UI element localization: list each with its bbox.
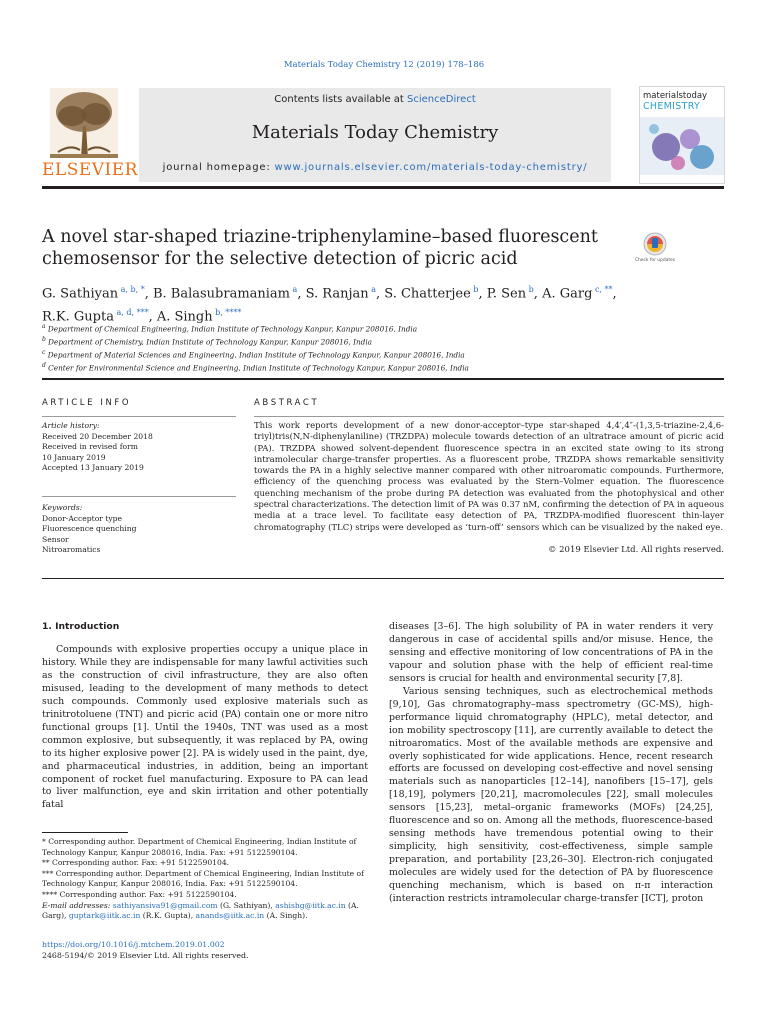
journal-header-box: [139, 88, 611, 182]
footnotes: [42, 837, 368, 922]
affiliation-text: Department of Chemistry, Indian Institute of Technology Kanpur, Kanpur 208016, India: [48, 337, 373, 347]
email-link[interactable]: guptark@iitk.ac.in: [68, 911, 141, 921]
abstract-rule: [254, 416, 724, 417]
author[interactable]: R.K. Gupta: [42, 309, 114, 325]
author[interactable]: P. Sen: [486, 286, 527, 302]
affiliations: [42, 322, 722, 374]
keyword-item: Nitroaromatics: [42, 545, 101, 555]
history-item: Received 20 December 2018: [42, 431, 153, 441]
keyword-item: Donor-Acceptor type: [42, 513, 123, 523]
author[interactable]: S. Ranjan: [305, 286, 369, 302]
author-separator: ,: [478, 286, 487, 302]
author-separator: ,: [144, 286, 153, 302]
body-column-right: [389, 621, 713, 906]
author-affil-marks[interactable]: b: [528, 285, 534, 294]
elsevier-logo[interactable]: [42, 84, 138, 182]
abstract-text: This work reports development of a new donor-acceptor–type star-shaped 4,4′,4″-(1,3,5-triazine-2,4,6-triyl)tris(N,N-diphenylaniline) (TRZDPA) molecule towards detection of an ultratrace amount of picric acid (PA). TRZDPA showed solvent-dependent fluorescence spectra in an excited state owing to its strong intramolecular charge-transfer properties. As a fluorescent probe, TRZDPA shows remarkable sensitivity towards the PA in a highly selective manner compared with other nitroaromatic compounds. Furthermore, efficiency of the quenching process was evaluated by the Stern–Volmer equation. The fluorescence quenching mechanism of the probe during PA detection was evaluated from the photophysical and other spectral characterizations. The detection limit of PA was 0.37 nM, confirming the detection of PA in aqueous media at a trace level. To facilitate easy detection of PA, TRZDPA-modified fluorescent thin-layer chromatography (TLC) strips were developed as ‘turn-off’ sensors which can be visualized by the naked eye.: [254, 421, 724, 533]
author-separator: ,: [148, 309, 157, 325]
body-column-left: [42, 644, 368, 812]
body-paragraph: Various sensing techniques, such as electrochemical methods [9,10], Gas chromatography–mass spectrometry (GC-MS), high-performance liquid chromatography (HPLC), metal detector, and ion mobility spectroscopy [11], are currently available to detect the nitroaromatics. Most of the available methods are expensive and overly sophisticated for wide applications. Hence, recent research efforts are focussed on developing cost-effective and novel sensing materials such as nanoparticles [12–14], nanofibers [15–17], gels [18,19], polymers [20,21], macromolecules [22], small molecules sensors [15,23], metal–organic frameworks (MOFs) [24,25], fluorescence and so on. Among all the methods, fluorescence-based sensing methods have tremendous potential owing to their simplicity, high sensitivity, cost-effectiveness, simple sample preparation, and portability [23,26–30]. Electron-rich conjugated molecules are widely used for the detection of PA by fluorescence quenching mechanism, which is based on π-π interaction (interaction restricts intramolecular charge-transfer [ICT], proton: [389, 685, 713, 905]
author-separator: ,: [297, 286, 306, 302]
author-affil-marks[interactable]: c, **: [594, 285, 613, 294]
email-owner: (R.K. Gupta),: [140, 911, 196, 921]
affiliation-text: Department of Chemical Engineering, Indian Institute of Technology Kanpur, Kanpur 208016, India: [47, 324, 418, 334]
email-link[interactable]: anands@iitk.ac.in: [195, 911, 265, 921]
article-title: A novel star-shaped triazine-triphenylamine–based fluorescent chemosensor for the selective detection of picric acid: [42, 227, 598, 269]
affiliation-text: Department of Material Sciences and Engineering, Indian Institute of Technology Kanpur, Kanpur 208016, India: [47, 350, 465, 360]
author-affil-marks[interactable]: b, ****: [215, 308, 242, 318]
footnote: ** Corresponding author. Fax: +91 5122590104.: [42, 858, 230, 868]
contents-line: [139, 94, 611, 105]
journal-title: Materials Today Chemistry: [251, 122, 499, 143]
affiliation-key: b: [42, 335, 46, 343]
affiliation-key: d: [42, 361, 46, 369]
author[interactable]: G. Sathiyan: [42, 286, 119, 302]
doi-link[interactable]: https://doi.org/10.1016/j.mtchem.2019.01.002: [42, 940, 225, 949]
cover-title-2: CHEMISTRY: [643, 101, 701, 112]
abstract-copyright: © 2019 Elsevier Ltd. All rights reserved.: [547, 545, 724, 555]
journal-header: [42, 84, 724, 184]
keyword-item: Sensor: [42, 534, 69, 544]
body-paragraph: diseases [3–6]. The high solubility of PA in water renders it very dangerous in case of accidental spills and/or misuse. Hence, the sensing and effective monitoring of low concentrations of PA in the vapour and solution phase with the help of efficient real-time sensors is crucial for health and environmental security [7,8].: [389, 621, 713, 684]
author-affil-marks[interactable]: b: [473, 285, 479, 294]
keywords: [42, 503, 236, 556]
keyword-item: Fluorescence quenching: [42, 524, 137, 534]
email-owner: (A. Singh).: [264, 911, 308, 921]
author[interactable]: B. Balasubramaniam: [152, 286, 290, 302]
section-rule: [42, 378, 724, 380]
author-affil-marks[interactable]: a, b, *: [120, 285, 145, 294]
homepage-prefix: journal homepage:: [162, 162, 275, 173]
check-for-updates-icon[interactable]: [634, 230, 676, 270]
email-footnote: [42, 901, 368, 922]
body-paragraph: Compounds with explosive properties occupy a unique place in history. While they are indispensable for many lawful activities such as the construction of civil infrastructure, they are also often misused, leading to the development of many methods to detect such compounds. Commonly used explosive materials such as trinitrotoluene (TNT) and picric acid (PA) contain one or more nitro functional groups [1]. Until the 1940s, TNT was used as a most common explosive, but subsequently, it was replaced by PA, owing to its higher explosive power [2]. PA is widely used in the paint, dye, and pharmaceutical industries, in addition, being an important component of rocket fuel manufacturing. Exposure to PA can lead to liver malfunction, eye and skin irritation and other potentially fatal: [42, 644, 368, 811]
affiliation-key: c: [42, 348, 46, 356]
journal-cover[interactable]: [639, 86, 725, 184]
keywords-label: Keywords:: [42, 503, 83, 512]
affiliation-item: [42, 348, 722, 361]
homepage-link[interactable]: www.journals.elsevier.com/materials-today-chemistry/: [274, 162, 588, 173]
affiliation-text: Center for Environmental Science and Engineering, Indian Institute of Technology Kanpur, Kanpur 208016, India: [48, 363, 469, 373]
issn-line: 2468-5194/© 2019 Elsevier Ltd. All rights reserved.: [42, 951, 249, 960]
footnote-rule: [42, 832, 128, 833]
history-item: 10 January 2019: [42, 452, 106, 462]
affiliation-item: [42, 322, 722, 335]
article-history: [42, 421, 236, 474]
header-rule: [42, 186, 724, 189]
crossmark-label: Check for updates: [634, 258, 676, 263]
journal-homepage: [139, 162, 611, 173]
email-link[interactable]: sathiyansiva91@gmail.com: [112, 900, 218, 910]
history-label: Article history:: [42, 421, 100, 430]
cover-title-1: materialstoday: [643, 91, 708, 101]
footnote: **** Corresponding author. Fax: +91 5122590104.: [42, 889, 237, 899]
elsevier-wordmark: ELSEVIER: [42, 160, 138, 180]
author-separator: ,: [612, 286, 617, 302]
author-affil-marks[interactable]: a: [371, 285, 376, 294]
email-owner: (A. Garg),: [42, 900, 359, 921]
journal-reference[interactable]: Materials Today Chemistry 12 (2019) 178–186: [283, 60, 485, 70]
author[interactable]: S. Chatterjee: [384, 286, 471, 302]
elsevier-tree-icon: [50, 88, 118, 158]
email-link[interactable]: ashishg@iitk.ac.in: [275, 900, 346, 910]
footnote: *** Corresponding author. Department of Chemical Engineering, Indian Institute of Technology Kanpur, Kanpur 208016, India. Fax: +91 5122590104.: [42, 868, 364, 889]
affiliation-item: [42, 335, 722, 348]
author-separator: ,: [533, 286, 543, 302]
author[interactable]: A. Garg: [542, 286, 593, 302]
abstract-heading: ABSTRACT: [254, 398, 320, 408]
history-item: Accepted 13 January 2019: [42, 463, 144, 473]
article-info-rule: [42, 496, 236, 497]
footnote: * Corresponding author. Department of Chemical Engineering, Indian Institute of Technology Kanpur, Kanpur 208016, India. Fax: +91 5122590104.: [42, 837, 357, 857]
affiliation-item: [42, 361, 722, 374]
cover-art-image: [640, 117, 724, 175]
author-affil-marks[interactable]: a, d, ***: [116, 308, 149, 318]
email-label: E-mail addresses:: [42, 900, 111, 910]
email-owner: (G. Sathiyan),: [217, 900, 276, 910]
author-list: [42, 280, 682, 327]
section-rule: [42, 578, 724, 579]
sciencedirect-link[interactable]: ScienceDirect: [407, 94, 476, 105]
history-item: Received in revised form: [42, 442, 138, 452]
author-separator: ,: [376, 286, 385, 302]
introduction-heading: 1. Introduction: [42, 621, 120, 632]
author-affil-marks[interactable]: a: [292, 285, 298, 294]
article-info-rule: [42, 416, 236, 417]
article-info-heading: ARTICLE INFO: [42, 398, 132, 408]
contents-prefix: Contents lists available at: [274, 94, 408, 105]
author[interactable]: A. Singh: [156, 309, 213, 325]
affiliation-key: a: [42, 323, 46, 330]
